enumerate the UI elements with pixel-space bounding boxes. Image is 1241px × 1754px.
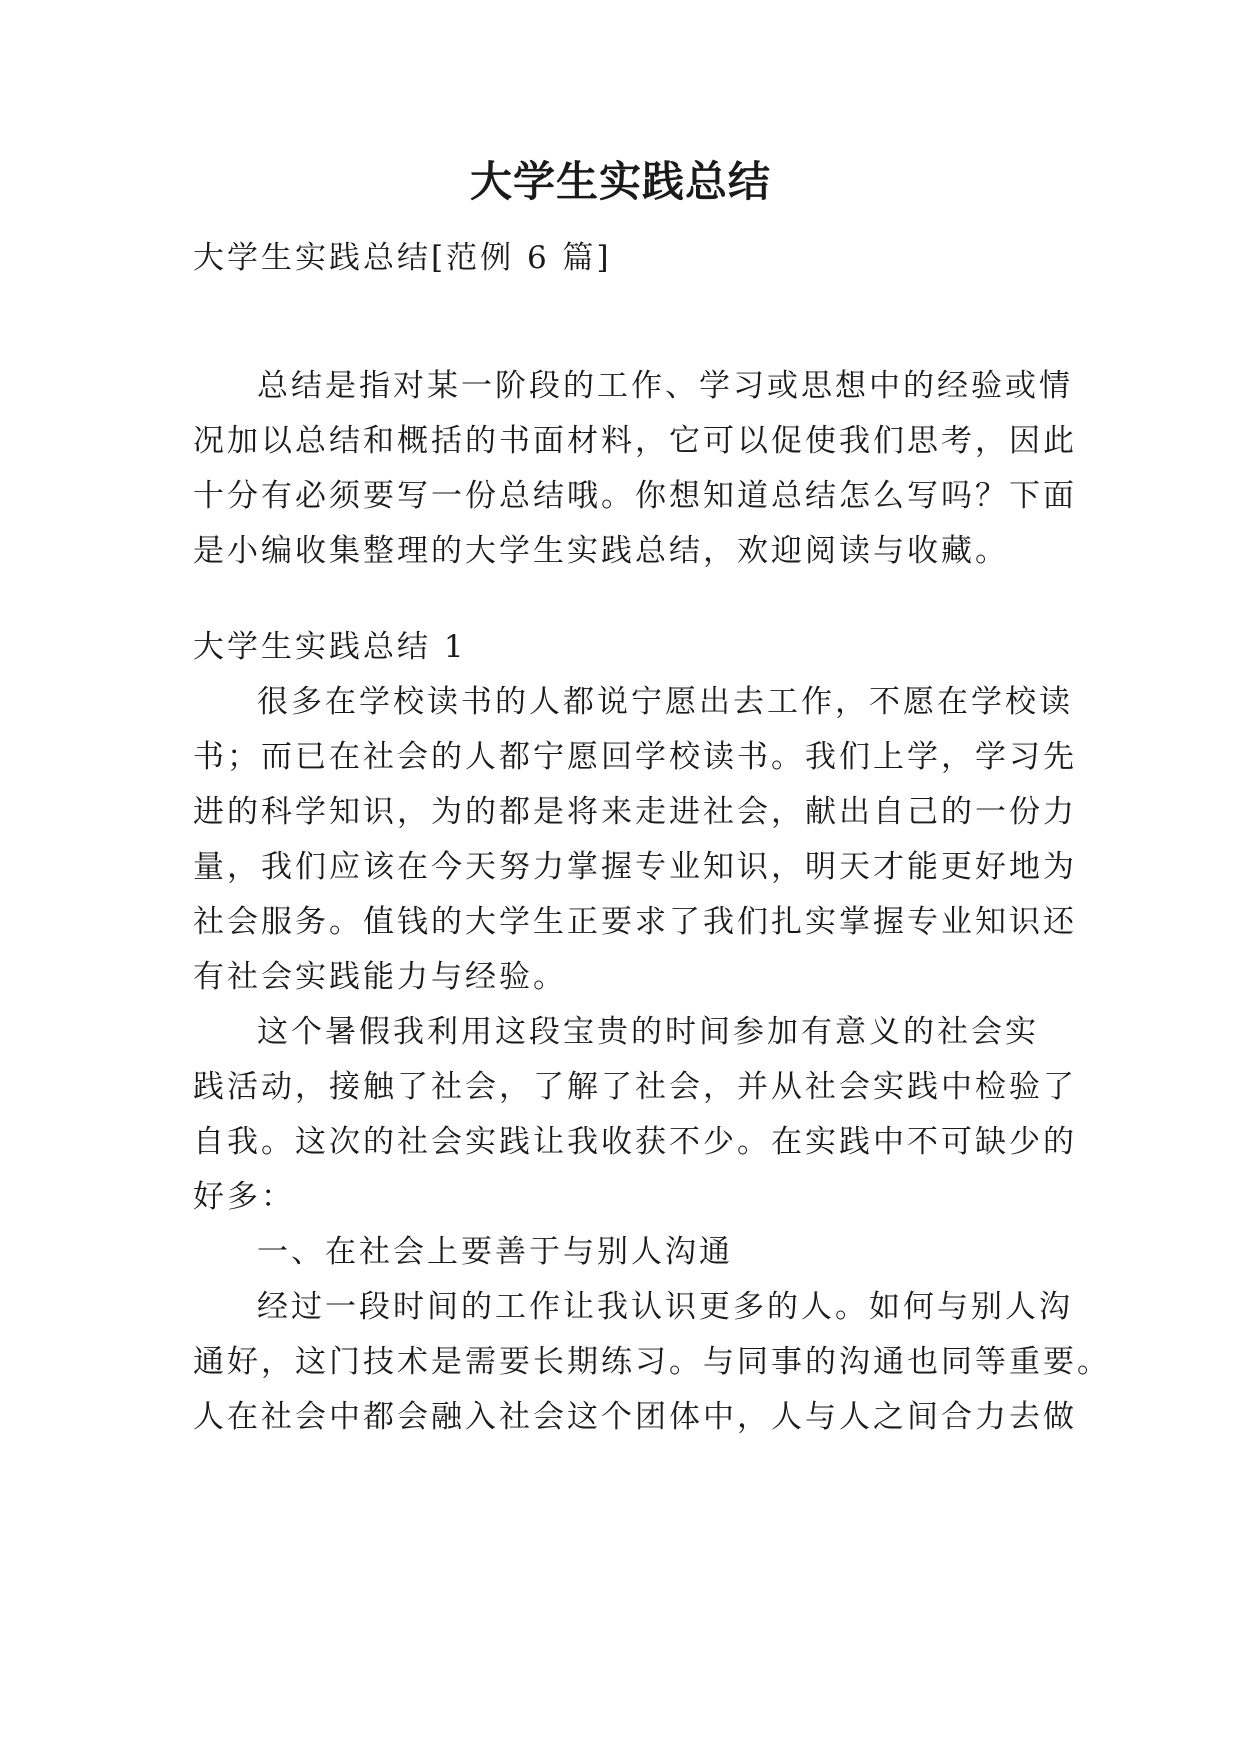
paragraph-line: 书；而已在社会的人都宁愿回学校读书。我们上学，学习先: [193, 739, 1077, 775]
intro-line: 况加以总结和概括的书面材料，它可以促使我们思考，因此: [193, 423, 1077, 459]
paragraph-line: 有社会实践能力与经验。: [193, 959, 567, 995]
paragraph-line: 进的科学知识，为的都是将来走进社会，献出自己的一份力: [193, 794, 1077, 830]
paragraph-line: 这个暑假我利用这段宝贵的时间参加有意义的社会实: [257, 1014, 1039, 1050]
intro-line: 总结是指对某一阶段的工作、学习或思想中的经验或情: [257, 368, 1073, 404]
paragraph-line: 社会服务。值钱的大学生正要求了我们扎实掌握专业知识还: [193, 904, 1077, 940]
paragraph-line: 自我。这次的社会实践让我收获不少。在实践中不可缺少的: [193, 1124, 1077, 1160]
paragraph-line: 通好，这门技术是需要长期练习。与同事的沟通也同等重要。: [193, 1344, 1111, 1380]
intro-line: 是小编收集整理的大学生实践总结，欢迎阅读与收藏。: [193, 533, 1009, 569]
section-heading: 大学生实践总结 1: [193, 629, 467, 665]
intro-line: 十分有必须要写一份总结哦。你想知道总结怎么写吗？下面: [193, 478, 1077, 514]
paragraph-line: 践活动，接触了社会，了解了社会，并从社会实践中检验了: [193, 1069, 1077, 1105]
paragraph-line: 好多：: [193, 1179, 295, 1215]
point-heading: 一、在社会上要善于与别人沟通: [257, 1234, 733, 1270]
paragraph-line: 人在社会中都会融入社会这个团体中，人与人之间合力去做: [193, 1399, 1077, 1435]
document-subtitle: 大学生实践总结[范例 6 篇]: [193, 240, 612, 276]
document-title: 大学生实践总结: [469, 157, 771, 206]
paragraph-line: 经过一段时间的工作让我认识更多的人。如何与别人沟: [257, 1289, 1073, 1325]
paragraph-line: 很多在学校读书的人都说宁愿出去工作，不愿在学校读: [257, 684, 1073, 720]
paragraph-line: 量，我们应该在今天努力掌握专业知识，明天才能更好地为: [193, 849, 1077, 885]
